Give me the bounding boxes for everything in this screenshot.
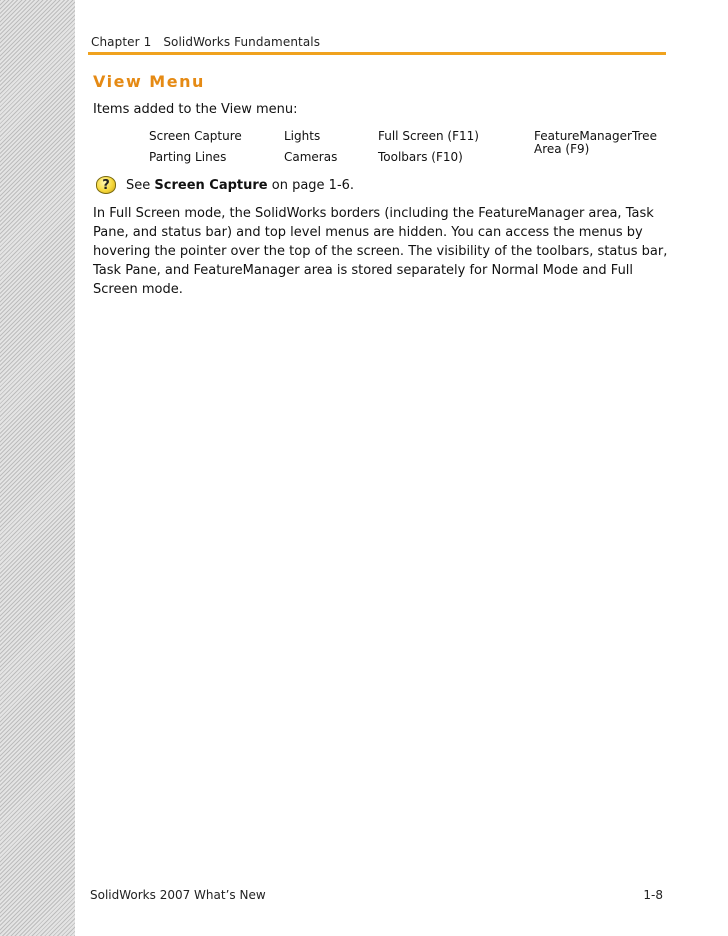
menu-item: Full Screen (F11) [378,129,479,143]
menu-item: Lights [284,129,321,143]
body-paragraph: In Full Screen mode, the SolidWorks borders (including the FeatureManager area, Task Pane, and status bar) and top level menus are hidden. You can access the menus by hovering the pointer over the top of the screen. The visibility of the toolbars, status bar, Task Pane, and FeatureManager area is stored separately for Normal Mode and Full Screen mode. [93,206,668,297]
section-intro: Items added to the View menu: [93,102,298,117]
page-number: 1-8 [643,888,663,902]
section-title: View Menu [93,72,205,91]
menu-item: Screen Capture [149,129,242,143]
menu-item: FeatureManagerTree Area (F9) [534,129,657,156]
menu-item: Toolbars (F10) [378,150,463,164]
menu-item: Parting Lines [149,150,227,164]
help-question-icon: ? [96,176,116,194]
see-also-note [96,176,354,194]
see-also-text: See Screen Capture on page 1-6. [126,177,355,193]
decorative-side-stripe [0,0,75,936]
chapter-label: Chapter 1 [91,35,152,49]
menu-item: Cameras [284,150,338,164]
footer-title: SolidWorks 2007 What’s New [90,888,266,902]
running-header [91,35,320,49]
cross-reference-link[interactable]: Screen Capture [154,177,268,193]
chapter-title: SolidWorks Fundamentals [163,35,321,49]
header-divider [88,52,666,55]
